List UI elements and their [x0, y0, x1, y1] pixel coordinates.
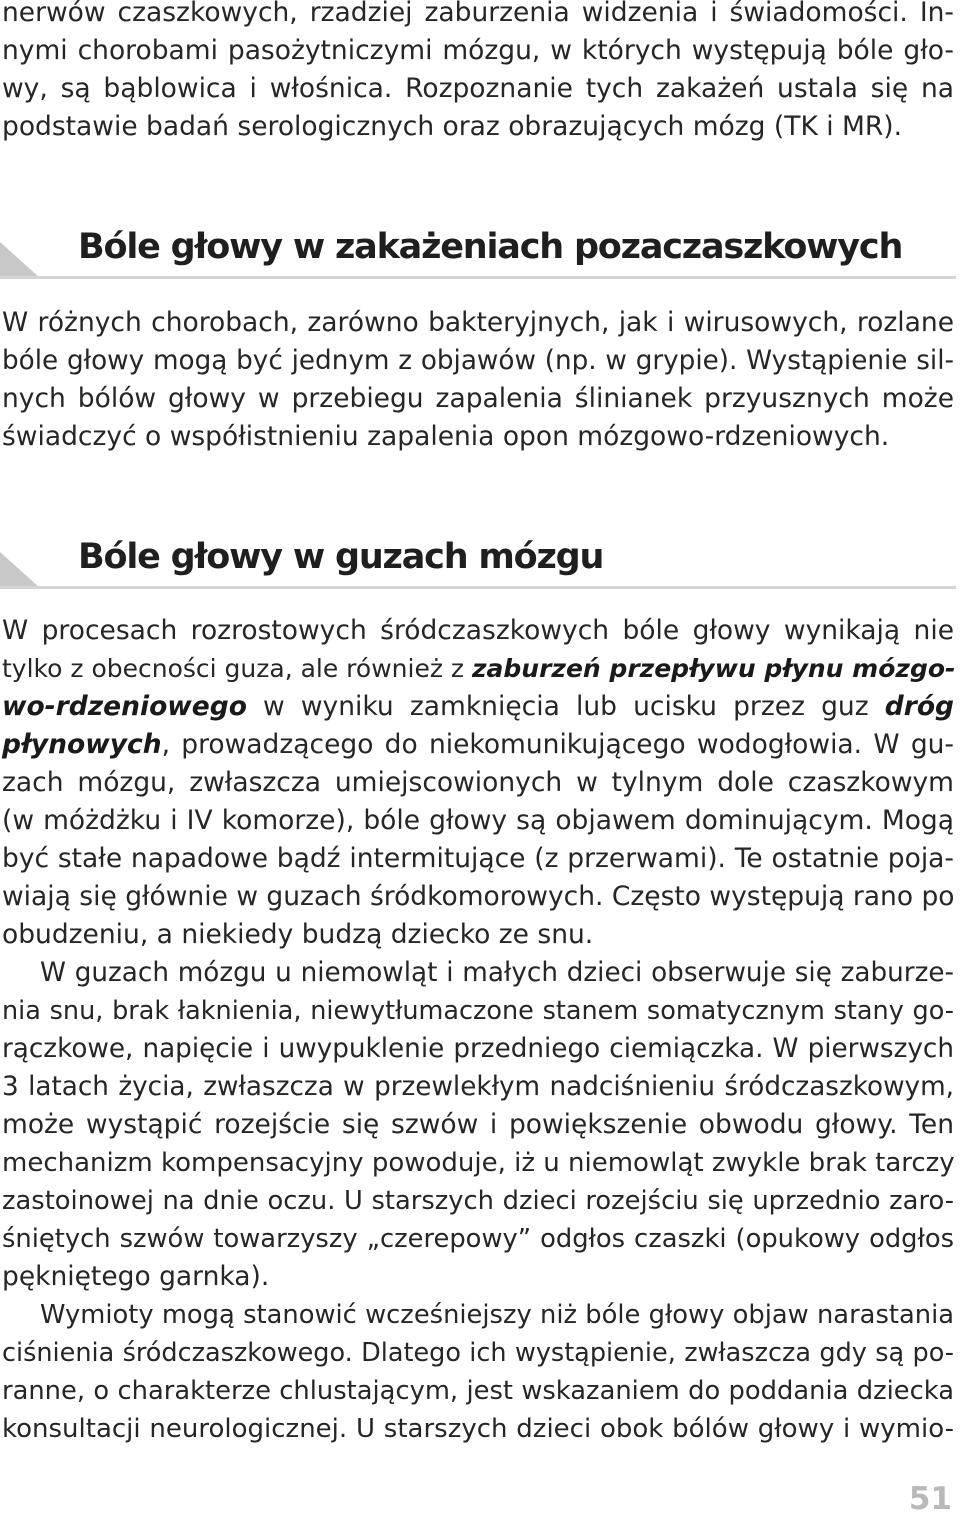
- intro-line-3: wy, są bąblowica i włośnica. Rozpoznanie tych zakażeń ustala się na: [2, 73, 954, 104]
- section2-line-9: obudzeniu, a niekiedy budzą dziecko ze snu.: [2, 919, 594, 950]
- section2-line-4: [2, 726, 954, 764]
- section2-p3-line-1: Wymioty mogą stanowić wcześniejszy niż bóle głowy objaw narastania: [40, 1300, 954, 1330]
- section2-line-1: W procesach rozrostowych śródczaszkowych bóle głowy wynikają nie: [2, 615, 954, 646]
- section-marker-icon: [0, 242, 40, 278]
- text-span: , prowadzącego do niekomunikującego wodogłowia. W gu-: [161, 729, 954, 760]
- text-span: w wyniku zamknięcia lub ucisku przez guz: [246, 691, 885, 722]
- intro-line-4: podstawie badań serologicznych oraz obrazujących mózg (TK i MR).: [2, 111, 903, 142]
- emphasis-term: zaburzeń przepływu płynu mózgo-: [471, 654, 956, 683]
- section2-line-2: [2, 650, 954, 688]
- section2-p2-line-1: W guzach mózgu u niemowląt i małych dzieci obserwuje się zaburze-: [40, 958, 954, 988]
- section2-line-8: wiają się głównie w guzach śródkomorowych. Często występują rano po: [2, 881, 955, 912]
- section2-p3-line-3: ranne, o charakterze chlustającym, jest wskazaniem do poddania dziecka: [2, 1376, 954, 1406]
- section2-line-5: zach mózgu, zwłaszcza umiejscowionych w tylnym dole czaszkowym: [2, 767, 954, 798]
- section2-p2-line-4: 3 latach życia, zwłaszcza w przewlekłym nadciśnieniu śródczaszkowym,: [2, 1072, 954, 1102]
- section2-line-3: [2, 688, 954, 726]
- emphasis-term: wo-rdzeniowego: [2, 691, 247, 722]
- emphasis-term: dróg: [884, 691, 954, 722]
- section1-line-2: bóle głowy mogą być jednym z objawów (np. w grypie). Wystąpienie sil-: [2, 346, 954, 376]
- section2-p3-line-4: konsultacji neurologicznej. U starszych dzieci obok bólów głowy i wymio-: [2, 1414, 954, 1444]
- section-divider: [0, 586, 956, 589]
- section2-line-7: być stałe napadowe bądź intermitujące (z przerwami). Te ostatnie poja-: [2, 843, 954, 874]
- section2-p2-line-7: zastoinowej na dnie oczu. U starszych dzieci rozejściu się uprzednio zaro-: [2, 1186, 954, 1216]
- section-divider: [0, 276, 956, 279]
- section-marker-icon: [0, 552, 40, 588]
- section2-p2-line-6: mechanizm kompensacyjny powoduje, iż u niemowląt zwykle brak tarczy: [2, 1148, 955, 1178]
- section1-line-1: W różnych chorobach, zarówno bakteryjnych, jak i wirusowych, rozlane: [2, 307, 954, 338]
- section2-p2-line-8: śniętych szwów towarzyszy „czerepowy” odgłos czaszki (opukowy odgłos: [2, 1224, 954, 1254]
- section1-line-3: nych bólów głowy w przebiegu zapalenia ślinianek przyusznych może: [2, 383, 954, 414]
- page-number: 51: [908, 1481, 952, 1517]
- section2-p2-line-9: pękniętego garnka).: [2, 1261, 270, 1292]
- section1-line-4: świadczyć o współistnieniu zapalenia opon mózgowo-rdzeniowych.: [2, 421, 890, 452]
- section2-line-6: (w móżdżku i IV komorze), bóle głowy są objawem dominującym. Mogą: [2, 805, 954, 836]
- section2-p2-line-3: rączkowe, napięcie i uwypuklenie przedniego ciemiączka. W pierwszych: [2, 1034, 954, 1064]
- section2-p2-line-2: nia snu, brak łaknienia, niewytłumaczone stanem somatycznym stany go-: [2, 996, 954, 1026]
- section2-p2-line-5: może wystąpić rozejście się szwów i powiększenie obwodu głowy. Ten: [2, 1109, 954, 1140]
- section-heading-tumors: Bóle głowy w guzach mózgu: [78, 537, 604, 577]
- section2-p3-line-2: ciśnienia śródczaszkowego. Dlatego ich wystąpienie, zwłaszcza gdy są po-: [2, 1338, 954, 1368]
- section-heading-infections: Bóle głowy w zakażeniach pozaczaszkowych: [78, 227, 903, 267]
- intro-line-1: nerwów czaszkowych, rzadziej zaburzenia widzenia i świadomości. In-: [2, 0, 954, 28]
- intro-line-2: nymi chorobami pasożytniczymi mózgu, w których występują bóle gło-: [2, 35, 954, 66]
- text-span: tylko z obecności guza, ale również z: [2, 654, 472, 683]
- emphasis-term: płynowych: [2, 729, 162, 760]
